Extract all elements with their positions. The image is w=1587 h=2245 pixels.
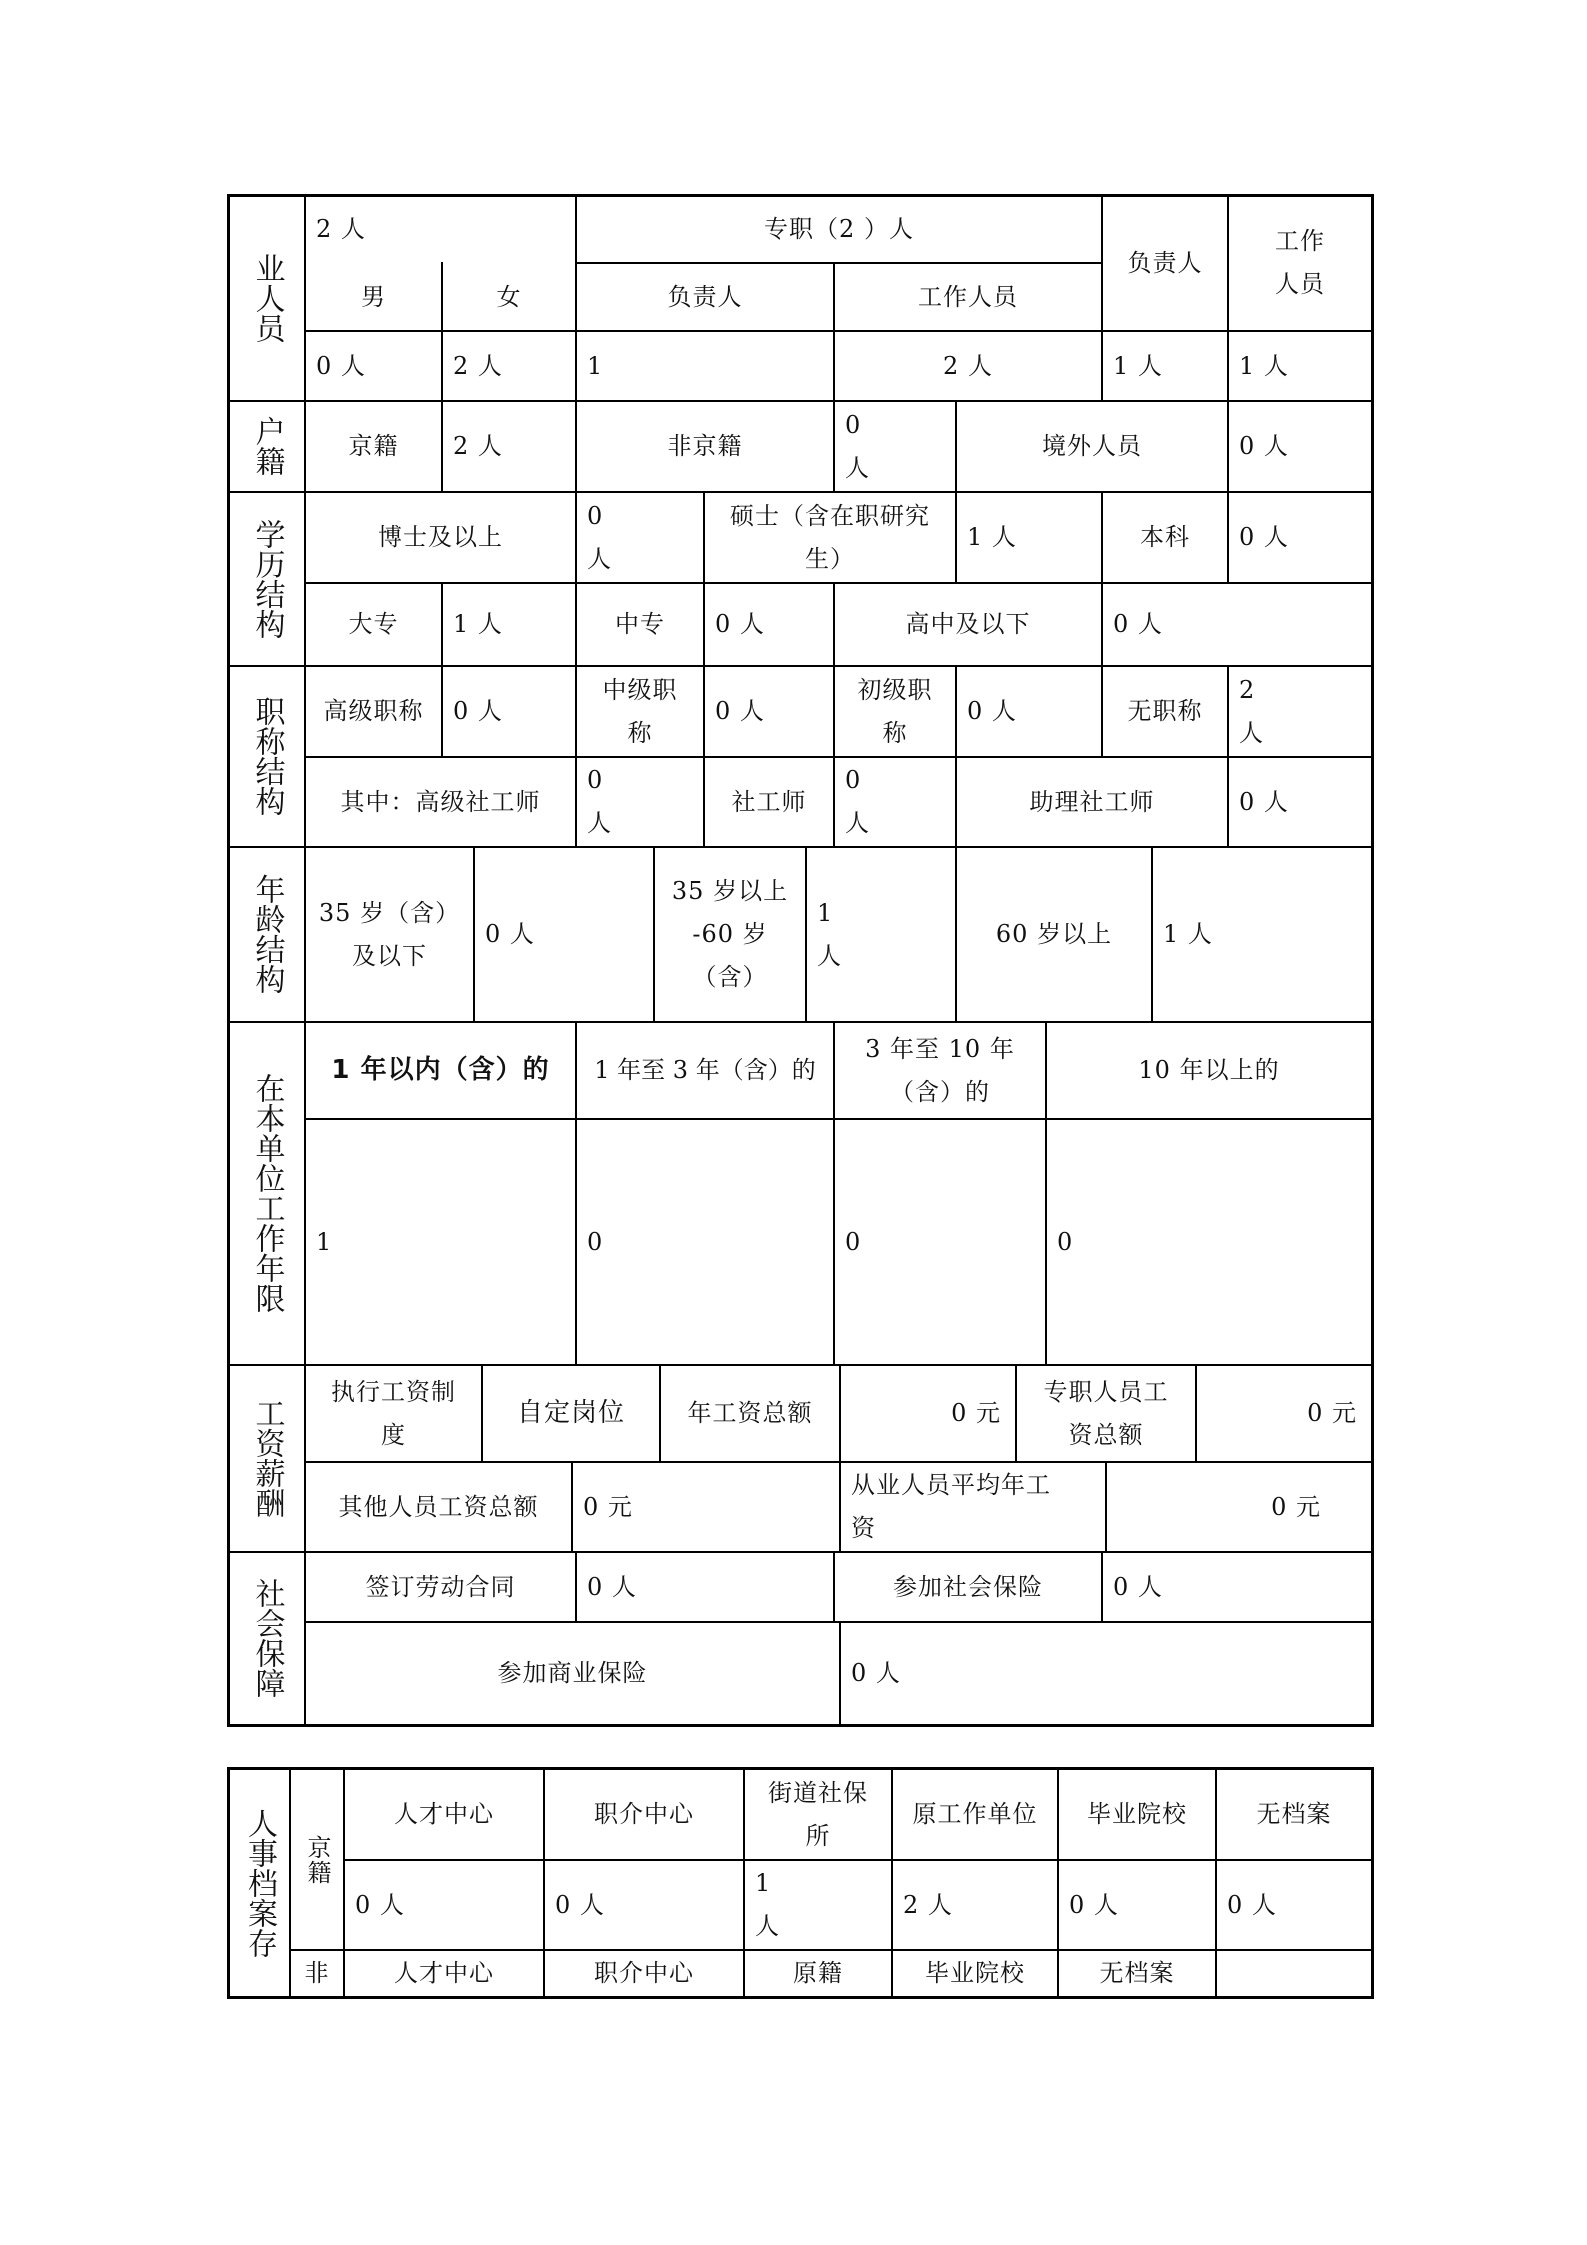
archive-beijing-label: 京籍 [303,1834,331,1885]
age-over60-count: 1 人 [1163,920,1213,948]
overseas-count: 0 人 [1239,432,1289,460]
section-label-staff: 业人员 [249,253,285,343]
male-count: 0 人 [316,351,366,380]
talent-center-header: 人才中心 [394,1800,494,1828]
no-archive-header: 无档案 [1256,1800,1332,1828]
senior-title-label: 高级职称 [323,697,424,725]
bachelor-label: 本科 [1140,523,1190,551]
tenure-1to3-label: 1 年至 3 年（含）的 [594,1056,816,1084]
staff-total: 2 人 [316,215,366,243]
principal-header: 负责人 [1127,248,1203,277]
non-beijing-count: 0 人 [845,410,870,482]
job-center-count: 0 人 [555,1890,605,1919]
secondary-count: 0 人 [715,610,765,638]
ft-worker-count: 2 人 [943,351,993,380]
table-border-bottom [227,1996,1374,1999]
section-label-social: 社会保障 [249,1578,285,1698]
female-label: 女 [496,282,522,311]
nb-origin: 原籍 [793,1959,843,1987]
insurance-count: 0 人 [1113,1572,1163,1601]
highschool-count: 0 人 [1113,610,1163,638]
no-title-count: 2 人 [1239,675,1264,747]
section-label-education: 学历结构 [249,518,285,639]
section-label-household: 户籍 [249,416,285,476]
salary-system-value: 自定岗位 [516,1398,625,1428]
nb-empty-cell [1217,1951,1371,1996]
contract-count: 0 人 [587,1572,637,1601]
avg-salary-value: 0 元 [1271,1492,1321,1521]
annual-total-label: 年工资总额 [687,1399,813,1427]
tenure-3to10-label: 3 年至 10 年 （含）的 [865,1034,1015,1106]
fulltime-salary-value: 0 元 [1307,1399,1357,1427]
former-employer-header: 原工作单位 [912,1800,1038,1828]
tenure-3to10-count: 0 [845,1227,862,1256]
tenure-within1-count: 1 [316,1227,333,1256]
former-employer-count: 2 人 [903,1890,953,1919]
highschool-label: 高中及以下 [905,610,1031,638]
nb-no-archive: 无档案 [1099,1959,1175,1987]
age-mid-count: 1 人 [817,898,842,970]
social-worker-count: 0 人 [845,766,870,837]
talent-center-count: 0 人 [355,1890,405,1919]
section-label-archive: 人事档案存 [242,1808,277,1958]
tenure-1to3-count: 0 [587,1227,604,1256]
assistant-social-count: 0 人 [1239,787,1289,816]
age-over60-label: 60 岁以上 [995,920,1113,948]
contract-label: 签订劳动合同 [365,1572,516,1601]
master-label: 硕士（含在职研究 生） [730,501,930,573]
middle-title-count: 0 人 [715,697,765,725]
street-office-count: 1 人 [755,1869,780,1940]
beijing-label: 京籍 [348,432,399,460]
tenure-over10-count: 0 [1057,1227,1074,1256]
tenure-over10-label: 10 年以上的 [1138,1056,1280,1084]
no-title-label: 无职称 [1127,697,1203,725]
section-label-salary: 工资薪酬 [249,1398,285,1518]
female-count: 2 人 [453,351,503,380]
junior-title-count: 0 人 [967,697,1017,725]
table-border-right [1371,194,1374,1727]
senior-social-count: 0 人 [587,766,612,837]
worker-header: 工作 人员 [1275,227,1325,298]
social-worker-label: 社工师 [731,787,807,816]
annual-total-value: 0 元 [951,1399,1001,1427]
nb-graduate-school: 毕业院校 [925,1959,1025,1987]
nb-talent-center: 人才中心 [394,1959,494,1987]
ft-worker-label: 工作人员 [918,282,1018,311]
archive-non-beijing-label: 非 [304,1959,330,1987]
assistant-social-label: 助理社工师 [1029,787,1155,816]
fulltime-header: 专职（2 ）人 [764,214,914,243]
senior-title-count: 0 人 [453,697,503,725]
worker-count: 1 人 [1239,351,1289,380]
graduate-school-count: 0 人 [1069,1890,1119,1919]
phd-count: 0 人 [587,501,612,573]
other-salary-label: 其他人员工资总额 [338,1492,539,1521]
principal-count: 1 人 [1113,351,1163,380]
no-archive-count: 0 人 [1227,1890,1277,1919]
age-mid-label: 35 岁以上 -60 岁 （含） [671,877,789,991]
other-salary-value: 0 元 [583,1492,633,1521]
commercial-label: 参加商业保险 [497,1659,648,1687]
college-label: 大专 [348,610,399,638]
tenure-within1-label: 1 年以内（含）的 [331,1055,550,1085]
ft-principal-label: 负责人 [667,282,743,311]
table-border-bottom [227,1724,1374,1727]
overseas-label: 境外人员 [1042,432,1142,460]
section-label-age: 年龄结构 [249,874,285,994]
section-label-title: 职称结构 [249,696,285,816]
junior-title-label: 初级职 称 [857,675,933,747]
insurance-label: 参加社会保险 [893,1572,1043,1601]
graduate-school-header: 毕业院校 [1087,1800,1187,1828]
secondary-label: 中专 [615,610,665,638]
salary-system-label: 执行工资制 度 [331,1377,456,1449]
job-center-header: 职介中心 [594,1800,694,1828]
college-count: 1 人 [453,610,503,638]
master-count: 1 人 [967,523,1017,551]
fulltime-salary-label: 专职人员工 资总额 [1043,1377,1169,1449]
beijing-count: 2 人 [453,432,503,460]
non-beijing-label: 非京籍 [667,432,743,460]
age-under35-count: 0 人 [485,920,535,948]
middle-title-label: 中级职 称 [602,675,678,747]
commercial-count: 0 人 [851,1659,901,1687]
section-label-tenure: 在本单位工作年限 [249,1073,285,1313]
table-border-right [1371,1767,1374,1999]
avg-salary-label: 从业人员平均年工 资 [851,1471,1051,1542]
bachelor-count: 0 人 [1239,523,1289,551]
nb-job-center: 职介中心 [594,1959,694,1987]
phd-label: 博士及以上 [378,523,503,551]
ft-principal-count: 1 [587,351,604,380]
age-under35-label: 35 岁（含） 及以下 [318,898,461,970]
street-office-header: 街道社保 所 [768,1778,868,1850]
senior-social-label: 其中：高级社工师 [340,787,541,816]
male-label: 男 [361,282,386,311]
